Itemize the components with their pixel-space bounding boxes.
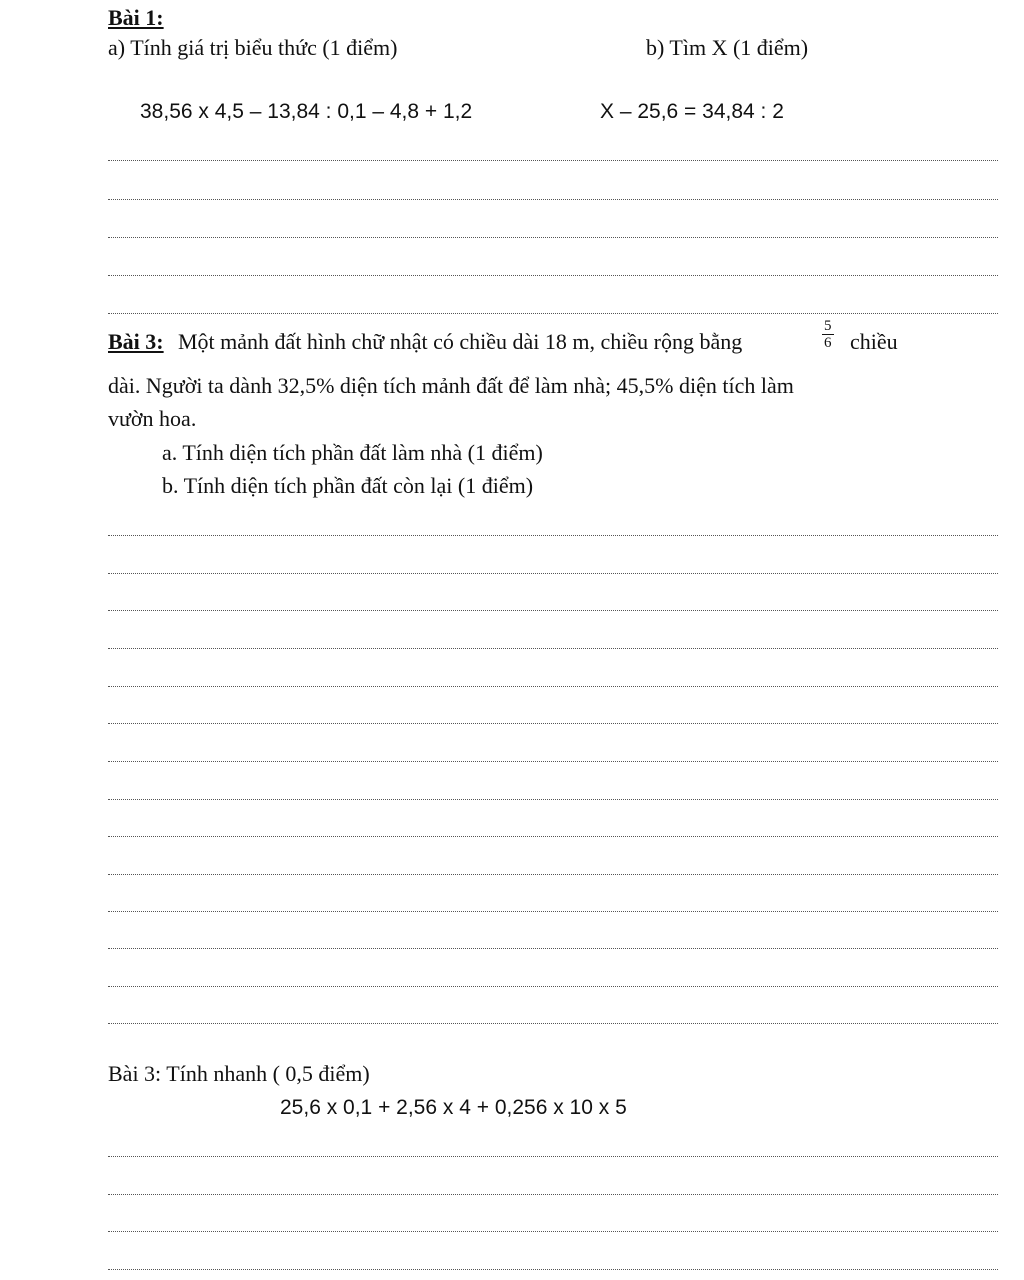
- answer-line[interactable]: [108, 761, 998, 762]
- answer-line[interactable]: [108, 799, 998, 800]
- answer-line[interactable]: [108, 573, 998, 574]
- bai3-item-b: b. Tính diện tích phần đất còn lại (1 điểm): [162, 473, 534, 498]
- bai1-part-b-label: b) Tìm X (1 điểm): [646, 35, 809, 60]
- answer-line[interactable]: [108, 199, 998, 200]
- answer-line[interactable]: [108, 648, 998, 649]
- fraction-numerator: 5: [824, 318, 832, 334]
- bai1-expression-b: X – 25,6 = 34,84 : 2: [600, 100, 784, 123]
- answer-line[interactable]: [108, 1231, 998, 1232]
- answer-line[interactable]: [108, 313, 998, 314]
- bai3-text-line3: vườn hoa.: [108, 406, 197, 431]
- bai3b-expression: 25,6 x 0,1 + 2,56 x 4 + 0,256 x 10 x 5: [280, 1096, 627, 1119]
- answer-line[interactable]: [108, 874, 998, 875]
- bai3-text-line1-end: chiều: [850, 329, 898, 354]
- answer-line[interactable]: [108, 275, 998, 276]
- answer-line[interactable]: [108, 836, 998, 837]
- answer-line[interactable]: [108, 686, 998, 687]
- answer-line[interactable]: [108, 948, 998, 949]
- answer-line[interactable]: [108, 723, 998, 724]
- answer-line[interactable]: [108, 610, 998, 611]
- answer-line[interactable]: [108, 535, 998, 536]
- bai3-text-line1: Một mảnh đất hình chữ nhật có chiều dài 18 m, chiều rộng bằng: [178, 329, 743, 354]
- bai1-expression-a: 38,56 x 4,5 – 13,84 : 0,1 – 4,8 + 1,2: [140, 100, 473, 123]
- fraction-five-sixths: [822, 318, 834, 351]
- bai1-title: Bài 1:: [108, 5, 164, 30]
- answer-line[interactable]: [108, 160, 998, 161]
- answer-line[interactable]: [108, 1194, 998, 1195]
- bai3-text-line2: dài. Người ta dành 32,5% diện tích mảnh đất để làm nhà; 45,5% diện tích làm: [108, 373, 794, 398]
- bai1-part-a-label: a) Tính giá trị biểu thức (1 điểm): [108, 35, 398, 60]
- answer-line[interactable]: [108, 911, 998, 912]
- bai3-item-a: a. Tính diện tích phần đất làm nhà (1 điểm): [162, 440, 543, 465]
- answer-line[interactable]: [108, 986, 998, 987]
- answer-line[interactable]: [108, 1156, 998, 1157]
- bai3-title: Bài 3:: [108, 329, 164, 354]
- fraction-denominator: 6: [824, 335, 832, 351]
- bai3b-title: Bài 3: Tính nhanh ( 0,5 điểm): [108, 1061, 370, 1086]
- answer-line[interactable]: [108, 1269, 998, 1270]
- answer-line[interactable]: [108, 1023, 998, 1024]
- answer-line[interactable]: [108, 237, 998, 238]
